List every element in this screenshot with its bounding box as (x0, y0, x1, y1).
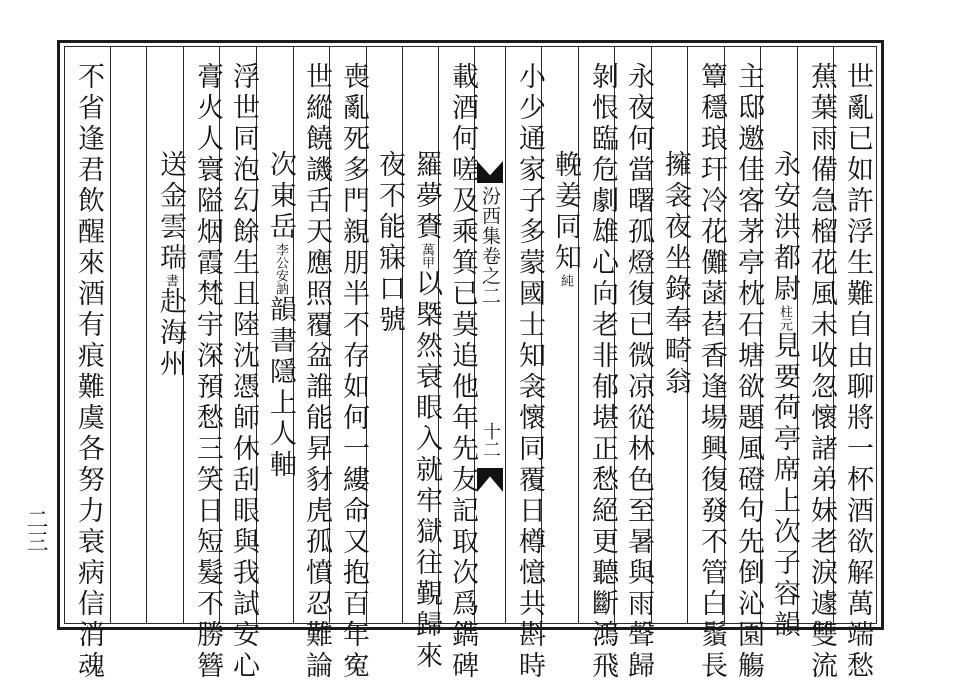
column-text: 膏火人寰隘烟霞梵宇深預愁三笑日短髮不勝簪 (192, 62, 223, 682)
text-column (298, 62, 334, 682)
volume-title: 汾西集卷之二 (479, 186, 501, 306)
column-text: 主邸邀佳客茅亭枕石塘欲題風磴句先倒沁園觴 (733, 62, 764, 682)
text-column (70, 62, 106, 682)
column-text: 蕉葉雨備急榴花風未收忽懷諸弟妹老淚遽雙流 (806, 62, 837, 682)
poem-title-column (152, 150, 188, 380)
poem-title-column (262, 150, 298, 481)
text-column (335, 62, 371, 682)
poem-title: 擁衾夜坐錄奉畸翁 (660, 150, 691, 398)
interlinear-note: 純 (558, 274, 573, 287)
interlinear-note: 萬甲 (419, 243, 434, 269)
poem-title-tail: 見要荷亭席上次子容韻 (769, 331, 800, 641)
interlinear-note: 柱元 (777, 305, 792, 331)
poem-title: 次東岳 (265, 150, 296, 243)
column-rule (110, 46, 111, 624)
text-column (730, 62, 766, 682)
text-column (189, 62, 225, 682)
text-column (225, 62, 261, 682)
column-text: 不省逢君飲醒來酒有痕難虞各努力衰病信消魂 (73, 62, 104, 682)
text-column (693, 62, 729, 682)
poem-title-column (766, 150, 802, 641)
column-text: 浮世同泡幻餘生且陸沈憑師休刮眼與我試安心 (228, 62, 259, 682)
page-number: 二三 (23, 508, 48, 552)
text-column (584, 62, 620, 682)
poem-title-tail: 赴海州 (155, 287, 186, 380)
folio-number: 十二 (480, 422, 501, 458)
text-column (511, 62, 547, 682)
column-text: 載酒何嗟及乘箕已莫追他年先友記取次爲鐫碑 (447, 62, 478, 682)
column-rule (505, 46, 506, 624)
poem-title-column (371, 150, 407, 336)
column-rule (578, 46, 579, 624)
poem-title: 永安洪都尉 (769, 150, 800, 305)
interlinear-note: 書 (163, 274, 178, 287)
column-text: 簟穩琅玕冷花儺菡萏香逢場興復發不管白鬚長 (696, 62, 727, 682)
poem-title: 送金雲瑞 (155, 150, 186, 274)
poem-title-column (408, 150, 444, 672)
column-text: 世縱饒譏舌天應照覆盆誰能昇豺虎孤憤忍難論 (301, 62, 332, 682)
text-column (839, 62, 875, 682)
text-column (620, 62, 656, 682)
text-column (803, 62, 839, 682)
poem-title-tail: 韻書隱上人軸 (265, 295, 296, 481)
poem-title-column (657, 150, 693, 398)
fish-tail-mark-top (477, 161, 503, 183)
poem-title: 羅夢賚 (411, 150, 442, 243)
fish-tail-mark-bottom (477, 468, 503, 492)
column-text: 剝恨臨危劇雄心向老非郁堪正愁絕更聽斷鴻飛 (587, 62, 618, 682)
poem-title-tail: 以槩然衰眼入就牢獄往覲歸來 (411, 269, 442, 672)
column-text: 世亂已如許浮生難自由聊將一杯酒欲解萬端愁 (842, 62, 873, 682)
column-rule (146, 46, 147, 624)
interlinear-note: 李公安訥 (273, 243, 288, 295)
column-text: 永夜何當曙孤燈復已微凉從林色至暑與雨聲歸 (623, 62, 654, 682)
column-text: 喪亂死多門親朋半不存如何一縷命又抱百年寃 (338, 62, 369, 682)
poem-title: 輓姜同知 (550, 150, 581, 274)
poem-title: 夜不能寐口號 (374, 150, 405, 336)
text-column (444, 62, 480, 682)
column-text: 小少通家子多蒙國士知衾懷同覆日樽憶共斟時 (514, 62, 545, 682)
poem-title-column (547, 150, 583, 287)
